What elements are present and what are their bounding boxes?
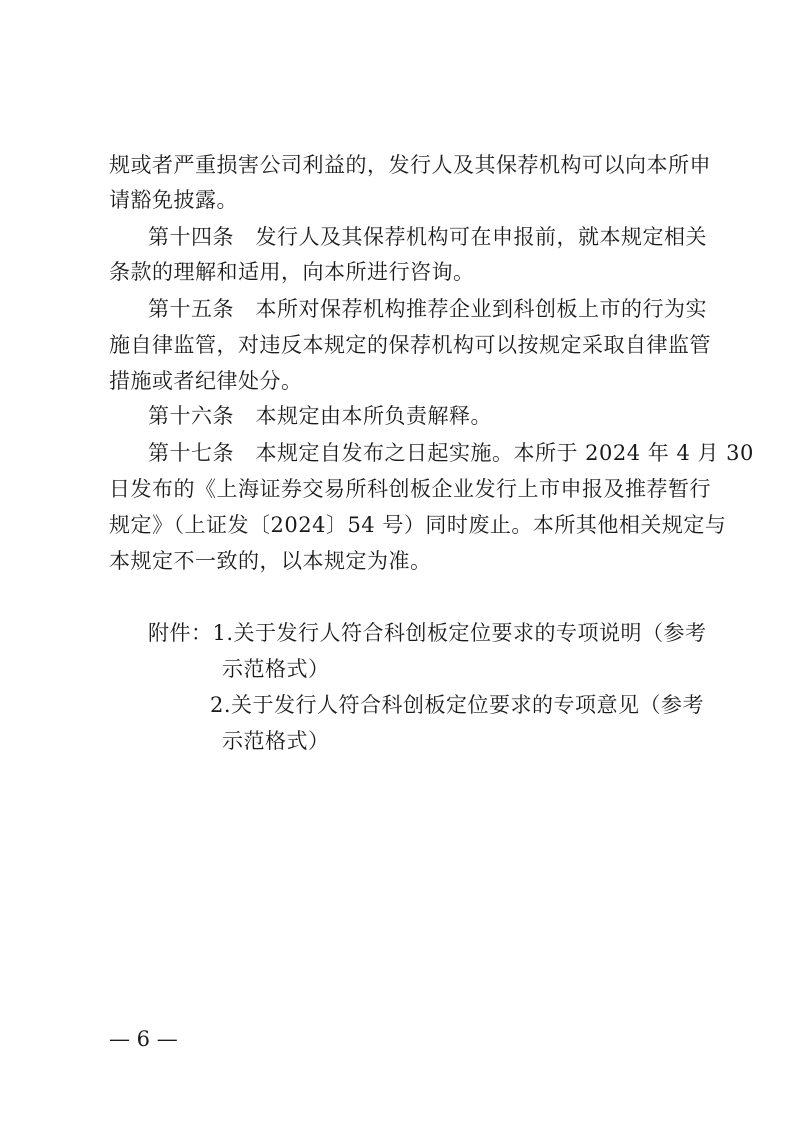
page-number: — 6 — <box>109 1027 178 1051</box>
article-17-line-3: 规定》（上证发〔2024〕54 号）同时废止。本所其他相关规定与 <box>109 513 727 537</box>
article-14-line-1: 第十四条 发行人及其保荐机构可在申报前，就本规定相关 <box>148 225 707 249</box>
body-line-2: 请豁免披露。 <box>109 188 238 212</box>
attachment-1-line-2: 示范格式） <box>222 657 330 681</box>
article-15-line-1: 第十五条 本所对保荐机构推荐企业到科创板上市的行为实 <box>148 297 707 321</box>
article-14-line-2: 条款的理解和适用，向本所进行咨询。 <box>109 260 475 284</box>
article-15-line-2: 施自律监管，对违反本规定的保荐机构可以按规定采取自律监管 <box>109 333 711 357</box>
attachment-1-line-1: 附件：1.关于发行人符合科创板定位要求的专项说明（参考 <box>148 621 707 645</box>
article-17-line-2: 日发布的《上海证券交易所科创板企业发行上市申报及推荐暂行 <box>109 477 711 501</box>
article-17-line-4: 本规定不一致的，以本规定为准。 <box>109 549 432 573</box>
article-17-line-1: 第十七条 本规定自发布之日起实施。本所于 2024 年 4 月 30 <box>148 441 754 465</box>
article-15-line-3: 措施或者纪律处分。 <box>109 369 303 393</box>
attachment-2-line-1: 2.关于发行人符合科创板定位要求的专项意见（参考 <box>210 693 705 717</box>
article-16-line-1: 第十六条 本规定由本所负责解释。 <box>148 404 492 428</box>
attachment-2-line-2: 示范格式） <box>222 729 330 753</box>
body-line-1: 规或者严重损害公司利益的，发行人及其保荐机构可以向本所申 <box>109 153 711 177</box>
